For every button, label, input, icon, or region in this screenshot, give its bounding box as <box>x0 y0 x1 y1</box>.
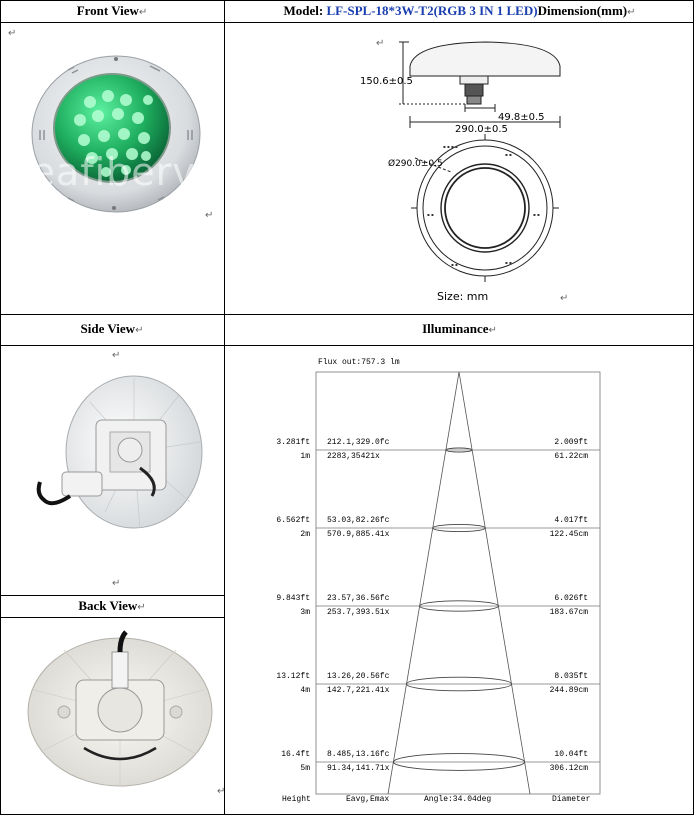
height-dimension: 150.6±0.5 <box>360 76 413 87</box>
paragraph-mark: ↵ <box>217 786 226 797</box>
diameter-cm: 244.89cm <box>549 686 588 695</box>
eavg-fc: 53.03,82.26fc <box>327 516 390 525</box>
paragraph-mark: ↵ <box>137 602 146 613</box>
svg-text:▪ ▪: ▪ ▪ <box>505 260 512 265</box>
column-divider <box>224 0 225 815</box>
diagram-frame <box>316 372 600 794</box>
paragraph-mark: ↵ <box>627 7 636 18</box>
diameter-cm: 61.22cm <box>554 452 588 461</box>
diameter-cm: 306.12cm <box>549 764 588 773</box>
side-view-header <box>0 319 224 341</box>
diameter-cm: 183.67cm <box>549 608 588 617</box>
mount-stem <box>460 76 488 84</box>
cone-left <box>388 372 459 794</box>
diameter-ft: 10.04ft <box>554 750 588 759</box>
paragraph-mark: ↵ <box>8 28 17 39</box>
cable-gland <box>62 472 102 496</box>
svg-text:▪ ▪: ▪ ▪ <box>427 212 434 217</box>
height-m: 1m <box>300 452 310 461</box>
eavg-fc: 23.57,36.56fc <box>327 594 390 603</box>
front-view-header <box>0 1 224 23</box>
paragraph-mark: ↵ <box>112 578 121 589</box>
diameter-ft: 8.035ft <box>554 672 588 681</box>
height-ft: 9.843ft <box>276 594 310 603</box>
height-ft: 6.562ft <box>276 516 310 525</box>
back-view-header <box>0 596 224 618</box>
paragraph-mark: ↵ <box>560 293 569 304</box>
paragraph-mark: ↵ <box>112 350 121 361</box>
height-ft: 3.281ft <box>276 438 310 447</box>
dimension-label: Dimension(mm) <box>537 3 628 18</box>
model-prefix: Model: <box>283 3 327 18</box>
eavg-fc: 13.26,20.56fc <box>327 672 390 681</box>
height-m: 2m <box>300 530 310 539</box>
watermark: leafiberv <box>20 150 196 194</box>
side-view-photo <box>30 372 205 542</box>
diameter-ft: 2.009ft <box>554 438 588 447</box>
footer-eavg: Eavg,Emax <box>346 795 390 804</box>
row-divider <box>0 345 694 346</box>
footer-angle: Angle:34.04deg <box>424 795 492 804</box>
model-header <box>225 1 694 23</box>
illuminance-title: Illuminance <box>422 321 489 336</box>
cone-right <box>459 372 530 794</box>
footer-diameter: Diameter <box>552 795 591 804</box>
illuminance-svg <box>268 354 608 808</box>
paragraph-mark: ↵ <box>205 210 214 221</box>
front-view-title: Front View <box>76 3 139 18</box>
row-divider <box>0 314 694 315</box>
diameter-dimension: Ø290.0±0.5 <box>388 159 443 169</box>
paragraph-mark: ↵ <box>488 325 497 336</box>
height-ft: 13.12ft <box>276 672 310 681</box>
svg-text:▪ ▪: ▪ ▪ <box>533 212 540 217</box>
paragraph-mark: ↵ <box>138 7 148 18</box>
svg-text:▪ ▪: ▪ ▪ <box>505 152 512 157</box>
stem-dimension: 49.8±0.5 <box>498 112 545 123</box>
eavg-fc: 8.485,13.16fc <box>327 750 390 759</box>
eavg-lx: 91.34,141.71x <box>327 764 390 773</box>
eavg-lx: 570.9,885.41x <box>327 530 390 539</box>
lens-circle <box>441 164 529 252</box>
paragraph-mark: ↵ <box>376 38 385 49</box>
paragraph-mark: ↵ <box>135 325 144 336</box>
back-view-title: Back View <box>78 598 138 613</box>
width-dimension: 290.0±0.5 <box>455 124 508 135</box>
flux-label: Flux out:757.3 lm <box>318 358 400 367</box>
height-ft: 16.4ft <box>281 750 310 759</box>
eavg-lx: 253.7,393.51x <box>327 608 390 617</box>
svg-text:▪ ▪ ▪ ▪: ▪ ▪ ▪ ▪ <box>443 144 458 149</box>
illuminance-diagram <box>268 354 608 808</box>
height-m: 4m <box>300 686 310 695</box>
eavg-fc: 212.1,329.0fc <box>327 438 390 447</box>
eavg-lx: 2283,35421x <box>327 452 380 461</box>
diameter-ft: 4.017ft <box>554 516 588 525</box>
back-view-photo <box>24 630 216 790</box>
svg-text:▪ ▪: ▪ ▪ <box>451 262 458 267</box>
illuminance-header <box>225 319 694 341</box>
diameter-ft: 6.026ft <box>554 594 588 603</box>
model-name: LF-SPL-18*3W-T2(RGB 3 IN 1 LED) <box>326 3 538 18</box>
footer-height: Height <box>282 795 311 804</box>
diameter-cm: 122.45cm <box>549 530 588 539</box>
eavg-lx: 142.7,221.41x <box>327 686 390 695</box>
housing-profile <box>410 42 560 76</box>
size-note: Size: mm <box>437 290 489 303</box>
front-view-photo <box>28 50 208 220</box>
height-m: 5m <box>300 764 310 773</box>
side-view-title: Side View <box>80 321 136 336</box>
height-m: 3m <box>300 608 310 617</box>
